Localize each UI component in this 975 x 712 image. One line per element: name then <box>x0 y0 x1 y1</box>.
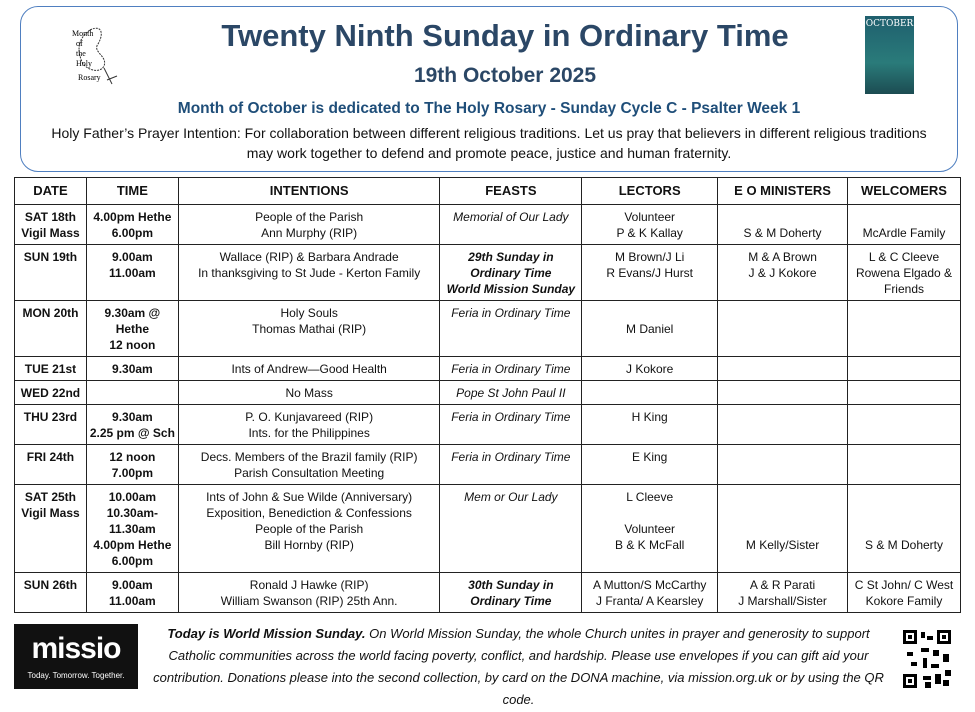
rosary-logo <box>62 22 154 94</box>
cell-line: 11.00am <box>109 266 156 280</box>
column-header: INTENTIONS <box>178 178 440 205</box>
svg-text:Rosary: Rosary <box>78 73 101 82</box>
cell-line: 4.00pm Hethe <box>93 538 172 552</box>
cell-line: Thomas Mathai (RIP) <box>252 322 367 336</box>
cell-line: C St John/ C West <box>854 578 954 592</box>
cell-date <box>15 485 87 573</box>
cell-lectors <box>582 301 718 357</box>
missio-logo <box>14 624 138 689</box>
cell-intentions <box>178 445 440 485</box>
cell-line: SAT 18th <box>24 210 77 224</box>
cell-line: 12 noon <box>109 338 156 352</box>
cell-line: Kokore Family <box>865 594 943 608</box>
cell-line: MON 20th <box>22 306 79 320</box>
cell-line: M Brown/J Li <box>615 250 685 264</box>
cell-welcomers <box>848 381 961 405</box>
cell-eo <box>718 381 848 405</box>
column-header: E O MINISTERS <box>718 178 848 205</box>
cell-feasts <box>440 405 582 445</box>
cell-eo <box>718 485 848 573</box>
cell-line <box>720 489 845 505</box>
cell-line: A & R Parati <box>749 578 816 592</box>
cell-time <box>86 573 178 613</box>
cell-line: Ordinary Time <box>470 594 552 608</box>
svg-text:Holy: Holy <box>76 59 92 68</box>
column-header: WELCOMERS <box>848 178 961 205</box>
cell-line: R Evans/J Hurst <box>606 266 694 280</box>
cell-line: People of the Parish <box>255 210 364 224</box>
cell-line: People of the Parish <box>255 522 364 536</box>
cell-line: Feria in Ordinary Time <box>451 450 571 464</box>
cell-lectors <box>582 357 718 381</box>
cell-line: Volunteer <box>624 210 676 224</box>
cell-line: H King <box>631 410 668 424</box>
cell-line: Ints. for the Philippines <box>248 426 370 440</box>
cell-line: Friends <box>883 282 924 296</box>
logo-tagline: Today. Tomorrow. Together. <box>27 671 125 680</box>
cell-welcomers <box>848 205 961 245</box>
cell-line: 10.30am-11.30am <box>106 506 159 536</box>
cell-line: Ordinary Time <box>470 266 552 280</box>
cell-line: 9.30am <box>112 362 153 376</box>
cell-line: Feria in Ordinary Time <box>451 362 571 376</box>
cell-line: Memorial of Our Lady <box>453 210 569 224</box>
cell-line: 12 noon <box>109 450 156 464</box>
cell-time <box>86 445 178 485</box>
cell-line: Feria in Ordinary Time <box>451 410 571 424</box>
cell-line: FRI 24th <box>26 450 75 464</box>
cell-intentions <box>178 245 440 301</box>
cell-welcomers <box>848 357 961 381</box>
page-date: 19th October 2025 <box>413 64 597 87</box>
cell-line: 9.00am <box>112 578 153 592</box>
cell-line: Wallace (RIP) & Barbara Andrade <box>219 250 399 264</box>
cell-line: J Marshall/Sister <box>738 594 827 608</box>
cell-feasts <box>440 573 582 613</box>
cell-welcomers <box>848 573 961 613</box>
cell-line: WED 22nd <box>20 386 81 400</box>
footer-body: On World Mission Sunday, the whole Church unites in prayer and generosity to support Catholic communities across the world facing poverty, conflict, and hardship. Please use envelopes if you can gift aid your contribution. Donations please into the second collection, by card on the DONA machine, via mission.org.uk or by using the QR code. <box>153 626 884 707</box>
cell-feasts <box>440 301 582 357</box>
cell-intentions <box>178 485 440 573</box>
cell-welcomers <box>848 485 961 573</box>
cell-line: Exposition, Benediction & Confessions <box>206 506 412 520</box>
cell-lectors <box>582 573 718 613</box>
cell-eo <box>718 445 848 485</box>
table-row <box>15 205 961 245</box>
cell-line: TUE 21st <box>24 362 77 376</box>
footer-notice <box>146 623 891 711</box>
cell-line: SUN 19th <box>23 250 78 264</box>
cell-line: Vigil Mass <box>21 506 80 520</box>
cell-feasts <box>440 245 582 301</box>
column-header: LECTORS <box>582 178 718 205</box>
table-row <box>15 357 961 381</box>
column-header: TIME <box>86 178 178 205</box>
cell-date <box>15 357 87 381</box>
cell-line: 11.00am <box>109 594 156 608</box>
cell-line: In thanksgiving to St Jude - Kerton Family <box>198 266 421 280</box>
cell-line: A Mutton/S McCarthy <box>593 578 707 592</box>
cell-welcomers <box>848 405 961 445</box>
cell-line: L Cleeve <box>626 490 674 504</box>
cell-welcomers <box>848 301 961 357</box>
cover-text: OCTOBER <box>865 19 914 29</box>
table-row <box>15 245 961 301</box>
cell-eo <box>718 405 848 445</box>
cell-line <box>850 209 958 225</box>
cell-intentions <box>178 357 440 381</box>
cell-line: M & A Brown <box>748 250 817 264</box>
cell-feasts <box>440 445 582 485</box>
cell-line: 10.00am <box>108 490 157 504</box>
cell-time <box>86 405 178 445</box>
cell-line: 30th Sunday in <box>468 578 554 592</box>
cell-line <box>850 521 958 537</box>
cell-line: Ann Murphy (RIP) <box>261 226 358 240</box>
cell-time <box>86 205 178 245</box>
cell-line <box>720 209 845 225</box>
cell-intentions <box>178 381 440 405</box>
cell-lectors <box>582 205 718 245</box>
cell-line: Vigil Mass <box>21 226 80 240</box>
cell-time <box>86 357 178 381</box>
cell-lectors <box>582 381 718 405</box>
cell-line: 29th Sunday in <box>468 250 554 264</box>
cell-line: William Swanson (RIP) 25th Ann. <box>220 594 398 608</box>
mass-schedule-table <box>14 177 961 613</box>
cell-line: 9.30am @ Hethe <box>104 306 161 336</box>
table-row <box>15 445 961 485</box>
cell-line: S & M Doherty <box>864 538 944 552</box>
subtitle: Month of October is dedicated to The Holy Rosary - Sunday Cycle C - Psalter Week 1 <box>177 100 801 117</box>
cell-line: M Daniel <box>626 322 674 336</box>
cell-eo <box>718 205 848 245</box>
cell-date <box>15 445 87 485</box>
cell-line: E King <box>632 450 668 464</box>
cell-date <box>15 301 87 357</box>
svg-text:of: of <box>76 39 83 48</box>
cell-date <box>15 205 87 245</box>
cell-line: 2.25 pm @ Sch <box>89 426 175 440</box>
cell-line: Pope St John Paul II <box>456 386 566 400</box>
table-row <box>15 381 961 405</box>
footer-lead: Today is World Mission Sunday. <box>167 626 366 641</box>
cell-line: P & K Kallay <box>616 226 683 240</box>
cell-welcomers <box>848 445 961 485</box>
cell-intentions <box>178 573 440 613</box>
page-title: Twenty Ninth Sunday in Ordinary Time <box>221 18 789 53</box>
cell-line: M Kelly/Sister <box>745 538 820 552</box>
svg-text:Month: Month <box>72 29 94 38</box>
cell-line: Ronald J Hawke (RIP) <box>249 578 369 592</box>
cell-lectors <box>582 485 718 573</box>
cell-line: 9.30am <box>112 410 153 424</box>
cell-line: J Kokore <box>626 362 674 376</box>
cell-line: L & C Cleeve <box>868 250 940 264</box>
svg-text:the: the <box>76 49 86 58</box>
column-header: FEASTS <box>440 178 582 205</box>
cell-line <box>850 489 958 505</box>
cell-date <box>15 245 87 301</box>
cell-line: Rowena Elgado & <box>855 266 953 280</box>
cell-line: McArdle Family <box>862 226 946 240</box>
cell-line: 9.00am <box>112 250 153 264</box>
cell-feasts <box>440 205 582 245</box>
cell-date <box>15 405 87 445</box>
cell-line: 4.00pm Hethe <box>93 210 172 224</box>
cell-eo <box>718 357 848 381</box>
cell-date <box>15 381 87 405</box>
cell-intentions <box>178 405 440 445</box>
cell-feasts <box>440 357 582 381</box>
cell-line: Holy Souls <box>280 306 338 320</box>
cell-date <box>15 573 87 613</box>
cell-time <box>86 245 178 301</box>
cell-eo <box>718 573 848 613</box>
cell-line <box>850 505 958 521</box>
cell-line <box>584 505 715 521</box>
cell-line: SAT 25th <box>24 490 77 504</box>
cell-line: J & J Kokore <box>748 266 817 280</box>
cell-intentions <box>178 301 440 357</box>
cell-line <box>720 505 845 521</box>
cell-welcomers <box>848 245 961 301</box>
cell-line: World Mission Sunday <box>446 282 576 296</box>
cell-line: 6.00pm <box>111 226 154 240</box>
table-header-row <box>15 178 961 205</box>
october-cover-image <box>865 16 914 94</box>
cell-line: Decs. Members of the Brazil family (RIP) <box>200 450 418 464</box>
table-row <box>15 485 961 573</box>
table-row <box>15 405 961 445</box>
cell-lectors <box>582 405 718 445</box>
cell-line: Ints of Andrew—Good Health <box>231 362 387 376</box>
table-row <box>15 573 961 613</box>
cell-feasts <box>440 381 582 405</box>
table-row <box>15 301 961 357</box>
cell-line: J Franta/ A Kearsley <box>595 594 704 608</box>
cell-line: B & K McFall <box>615 538 685 552</box>
logo-name: missio <box>31 632 121 665</box>
cell-intentions <box>178 205 440 245</box>
cell-line: 7.00pm <box>111 466 154 480</box>
prayer-intention: Holy Father’s Prayer Intention: For collaboration between different religious traditions. Let us pray that believers in different religious traditions may work together to defend and promote peace, justice and human fraternity. <box>51 125 927 161</box>
cell-eo <box>718 301 848 357</box>
cell-time <box>86 381 178 405</box>
cell-lectors <box>582 245 718 301</box>
qr-code[interactable] <box>903 630 951 688</box>
cell-line: Volunteer <box>624 522 676 536</box>
cell-line: Ints of John & Sue Wilde (Anniversary) <box>206 490 413 504</box>
cell-line: 6.00pm <box>111 554 154 568</box>
cell-line: No Mass <box>285 386 333 400</box>
cell-feasts <box>440 485 582 573</box>
cell-line: Bill Hornby (RIP) <box>264 538 354 552</box>
cell-line: S & M Doherty <box>743 226 822 240</box>
cell-lectors <box>582 445 718 485</box>
cell-line <box>720 521 845 537</box>
cell-line: SUN 26th <box>23 578 78 592</box>
cell-line: P. O. Kunjavareed (RIP) <box>245 410 374 424</box>
cell-line: THU 23rd <box>23 410 78 424</box>
cell-time <box>86 485 178 573</box>
cell-time <box>86 301 178 357</box>
cell-line: Mem or Our Lady <box>464 490 558 504</box>
cell-line: Feria in Ordinary Time <box>451 306 571 320</box>
column-header: DATE <box>15 178 87 205</box>
cell-eo <box>718 245 848 301</box>
cell-line <box>584 305 715 321</box>
cell-line: Parish Consultation Meeting <box>234 466 385 480</box>
